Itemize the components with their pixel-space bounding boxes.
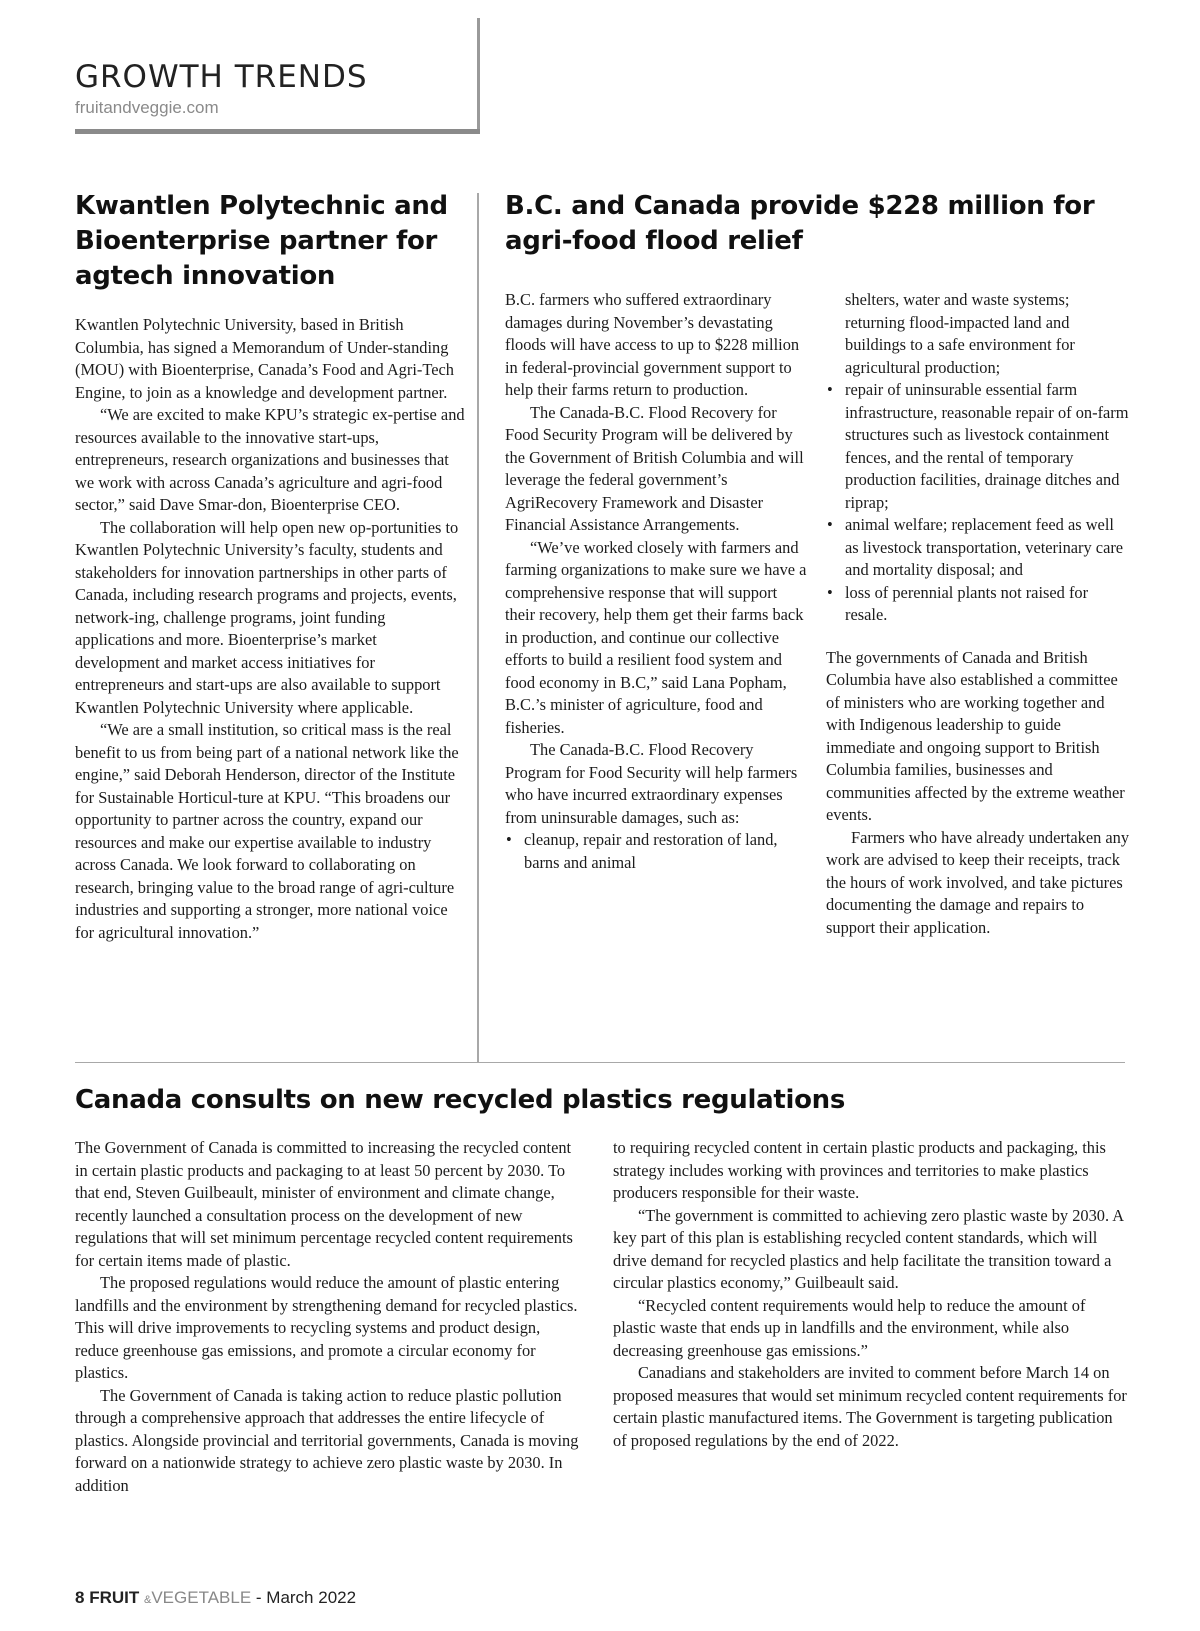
bullet-text: animal welfare; replacement feed as well as livestock transportation, veterinary care and mortality disposal; and (845, 515, 1124, 579)
brand-ampersand: & (143, 1594, 152, 1606)
article3-paragraph: to requiring recycled content in certain plastic products and packaging, this strategy includes working with provinces and territories to make plastics producers responsible for their waste. (613, 1138, 1106, 1202)
article3-paragraph: The Government of Canada is taking action to reduce plastic pollution through a comprehensive approach that addresses the entire lifecycle of plastics. Alongside provincial and territorial governments, Canada is moving forward on a nationwide strategy to achieve zero plastic waste by 2030. In addition (75, 1385, 579, 1495)
article1-paragraph: Kwantlen Polytechnic University, based in British Columbia, has signed a Memorandum of Under-standing (MOU) with Bioenterprise, Canada’s Food and Agri-Tech Engine, to join as a knowledge and development partner. (75, 315, 454, 402)
bullet-text: repair of uninsurable essential farm infrastructure, reasonable repair of on-farm structures such as livestock containment fences, and the rental of temporary production facilities, drainage ditches and riprap; (845, 380, 1129, 512)
bullet-text: shelters, water and waste systems; returning flood-impacted land and buildings to a safe environment for agricultural production; (845, 290, 1075, 377)
article2-paragraph: The governments of Canada and British Columbia have also established a committee of ministers who are working together and with Indigenous leadership to guide immediate and ongoing support to British Columbia families, businesses and communities affected by the extreme weather events. (826, 647, 1125, 824)
article1-headline: Kwantlen Polytechnic and Bioenterprise partner for agtech innovation (75, 191, 448, 291)
bullet-icon: • (827, 380, 833, 399)
article3-column-1 (75, 1137, 585, 1497)
section-title: GROWTH TRENDS (75, 59, 368, 95)
article1-paragraph: “We are excited to make KPU’s strategic ex-pertise and resources available to the innovative start-ups, entrepreneurs, research organizations and businesses that we work with across Canada’s agriculture and agri-food sector,” said Dave Smar-don, Bioenterprise CEO. (75, 405, 465, 514)
bullet-text: cleanup, repair and restoration of land, barns and animal (524, 830, 778, 872)
brand-fruit: FRUIT (89, 1588, 140, 1607)
bullet-item-continued (826, 289, 1131, 379)
bullet-item (826, 379, 1131, 514)
section-url[interactable]: fruitandveggie.com (75, 98, 219, 117)
bullet-item (505, 829, 807, 874)
article1-body (75, 314, 465, 944)
header-vertical-rule (477, 18, 480, 134)
bullet-item (826, 582, 1131, 627)
bullet-icon: • (827, 515, 833, 534)
column-divider (477, 193, 479, 1063)
article3-column-2 (613, 1137, 1128, 1452)
article2-column-2 (826, 289, 1131, 939)
article3-headline: Canada consults on new recycled plastics regulations (75, 1085, 846, 1115)
article3-paragraph: The Government of Canada is committed to increasing the recycled content in certain plastic products and packaging to at least 50 percent by 2030. To that end, Steven Guilbeault, minister of environment and climate change, recently launched a consultation process on the development of new regulations that will set minimum percentage recycled content requirements for certain items made of plastic. (75, 1138, 573, 1270)
header-horizontal-rule (75, 129, 480, 134)
page-footer (75, 1588, 356, 1608)
article2-headline: B.C. and Canada provide $228 million for agri-food flood relief (505, 191, 1095, 256)
article1-paragraph: “We are a small institution, so critical mass is the real benefit to us from being part of a national network like the engine,” said Deborah Henderson, director of the Institute for Sustainable Horticul-ture at KPU. “This broadens our opportunity to partner across the country, expand our resources and make our expertise available to industry across Canada. We look forward to collaborating on research, bringing value to the broad range of agri-culture industries and supporting a stronger, more national voice for agricultural innovation.” (75, 720, 459, 942)
issue-date: - March 2022 (251, 1588, 357, 1607)
section-header (75, 59, 368, 118)
article3-paragraph: “Recycled content requirements would help to reduce the amount of plastic waste that ends up in landfills and the environment, while also decreasing greenhouse gas emissions.” (613, 1295, 1086, 1360)
article2-paragraph: Farmers who have already undertaken any work are advised to keep their receipts, track the hours of work involved, and take pictures documenting the damage and repairs to support their application. (826, 827, 1130, 937)
bullet-icon: • (506, 830, 512, 849)
article1-paragraph: The collaboration will help open new op-portunities to Kwantlen Polytechnic University’s faculty, students and stakeholders for innovation partnerships in other parts of Canada, including research programs and projects, events, network-ing, challenge programs, joint funding applications and more. Bioenterprise’s market development and market access initiatives for entrepreneurs and start-ups are also available to support Kwantlen Polytechnic University where applicable. (75, 517, 459, 717)
bullet-item (826, 514, 1131, 582)
article2-paragraph: “We’ve worked closely with farmers and farming organizations to make sure we have a comprehensive response that will support their recovery, help them get their farms back in production, and continue our collective efforts to build a resilient food system and food economy in B.C,” said Lana Popham, B.C.’s minister of agriculture, food and fisheries. (505, 537, 807, 737)
section-divider (75, 1062, 1125, 1063)
article3-paragraph: The proposed regulations would reduce the amount of plastic entering landfills and the environment by strengthening demand for recycled plastics. This will drive improvements to recycling systems and product design, reduce greenhouse gas emissions, and promote a circular economy for plastics. (75, 1273, 578, 1382)
article3-paragraph: “The government is committed to achieving zero plastic waste by 2030. A key part of this plan is establishing recycled content standards, which will drive demand for recycled plastics and help facilitate the transition toward a circular plastics economy,” Guilbeault said. (613, 1205, 1124, 1292)
article2-paragraph: The Canada-B.C. Flood Recovery Program for Food Security will help farmers who have incurred extraordinary expenses from uninsurable damages, such as: (505, 740, 798, 827)
article2-column-1 (505, 289, 807, 874)
bullet-icon: • (827, 582, 833, 602)
article2-bullet-list-continued (826, 289, 1131, 627)
article3-paragraph: Canadians and stakeholders are invited to comment before March 14 on proposed measures that would set minimum recycled content requirements for certain plastic manufactured items. The Government is targeting publication of proposed regulations by the end of 2022. (613, 1363, 1127, 1450)
page-number: 8 (75, 1588, 85, 1607)
brand-vegetable: VEGETABLE (151, 1588, 252, 1607)
bullet-text: loss of perennial plants not raised for resale. (845, 582, 1089, 624)
article2-paragraph: The Canada-B.C. Flood Recovery for Food Security Program will be delivered by the Government of British Columbia and will leverage the federal government’s AgriRecovery Framework and Disaster Financial Assistance Arrangements. (505, 402, 804, 534)
article2-bullet-list (505, 829, 807, 874)
article2-paragraph: B.C. farmers who suffered extraordinary damages during November’s devastating floods will have access to up to $228 million in federal-provincial government support to help their farms return to production. (505, 290, 800, 399)
